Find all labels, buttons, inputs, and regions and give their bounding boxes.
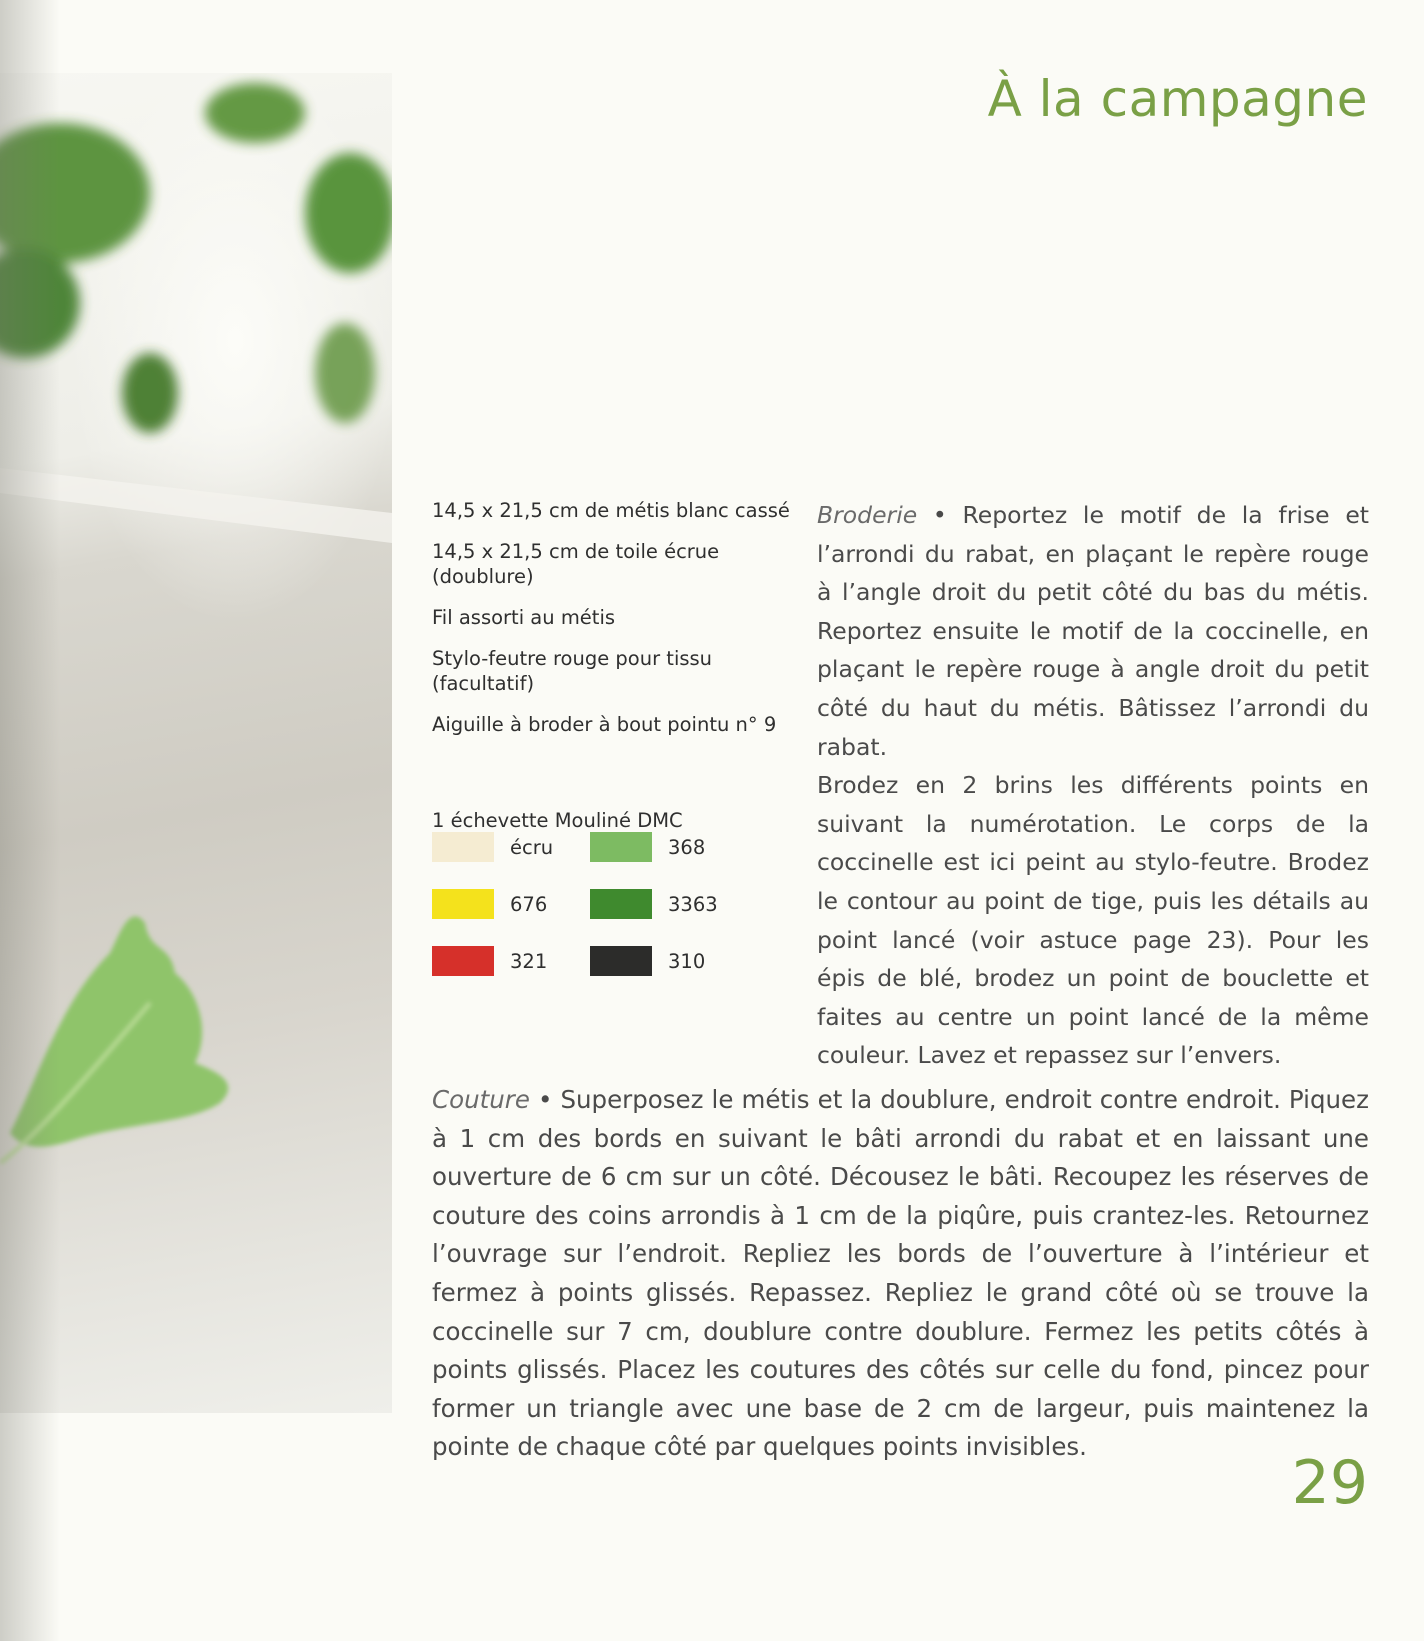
color-swatch	[590, 946, 652, 976]
material-item: Aiguille à broder à bout pointu n° 9	[432, 713, 777, 736]
swatch-code: 310	[668, 949, 706, 973]
dmc-swatch-row	[590, 946, 705, 976]
color-swatch	[590, 889, 652, 919]
blurred-leaf	[205, 83, 305, 143]
swatch-code: écru	[510, 835, 554, 859]
material-item: Stylo-feutre rouge pour tissu (facultatif)	[432, 647, 713, 695]
blurred-leaf	[305, 153, 392, 273]
blurred-leaf	[122, 353, 178, 433]
material-item: 14,5 x 21,5 cm de toile écrue (doublure)	[432, 540, 720, 588]
dmc-swatch-row	[590, 889, 718, 919]
page-title: À la campagne	[987, 70, 1368, 128]
dmc-thread-title: 1 échevette Mouliné DMC	[432, 809, 683, 832]
dmc-swatch-row	[432, 832, 553, 862]
color-swatch	[432, 889, 494, 919]
broderie-text: • Reportez le motif de la frise et l’arrondi du rabat, en plaçant le repère rouge à l’angle droit du petit côté du bas du métis. Reportez ensuite le motif de la coccinelle, en plaçant le repère rouge à angle droit du petit côté du haut du métis. Bâtissez l’arrondi du rabat.	[817, 501, 1369, 761]
broderie-label: Broderie	[817, 501, 918, 529]
material-item: 14,5 x 21,5 cm de métis blanc cassé	[432, 499, 790, 522]
page-number: 29	[1291, 1448, 1368, 1518]
materials-list	[432, 498, 792, 753]
swatch-code: 3363	[668, 892, 718, 916]
swatch-code: 368	[668, 835, 706, 859]
dmc-swatch-row	[590, 832, 705, 862]
couture-instructions	[432, 1081, 1369, 1467]
blurred-leaf	[315, 323, 375, 423]
swatch-code: 321	[510, 949, 548, 973]
couture-label: Couture	[432, 1085, 530, 1114]
color-swatch	[432, 946, 494, 976]
dmc-swatch-row	[432, 946, 547, 976]
color-swatch	[590, 832, 652, 862]
couture-text: • Superposez le métis et la doublure, endroit contre endroit. Piquez à 1 cm des bords en suivant le bâti arrondi du rabat et en laissant une ouverture de 6 cm sur un côté. Décousez le bâti. Recoupez les réserves de couture des coins arrondis à 1 cm de la piqûre, puis crantez-les. Retournez l’ouvrage sur l’endroit. Repliez les bords de l’ouverture à l’intérieur et fermez à points glissés. Repassez. Repliez le grand côté où se trouve la coccinelle sur 7 cm, doublure contre doublure. Fermez les petits côtés à points glissés. Placez les coutures des côtés sur celle du fond, pincez pour former un triangle avec une base de 2 cm de largeur, puis maintenez la pointe de chaque côté par quelques points invisibles.	[432, 1085, 1369, 1462]
material-item: Fil assorti au métis	[432, 606, 616, 629]
swatch-code: 676	[510, 892, 548, 916]
dmc-swatch-row	[432, 889, 547, 919]
broderie-paragraph-2: Brodez en 2 brins les différents points en suivant la numérotation. Le corps de la coccinelle est ici peint au stylo-feutre. Brodez le contour au point de tige, puis les détails au point lancé (voir astuce page 23). Pour les épis de blé, brodez un point de bouclette et faites au centre un point lancé de la même couleur. Lavez et repassez sur l’envers.	[817, 771, 1369, 1070]
broderie-instructions	[817, 496, 1369, 1075]
broderie-paragraph	[817, 496, 1369, 766]
book-gutter-shadow	[0, 0, 60, 1641]
color-swatch	[432, 832, 494, 862]
